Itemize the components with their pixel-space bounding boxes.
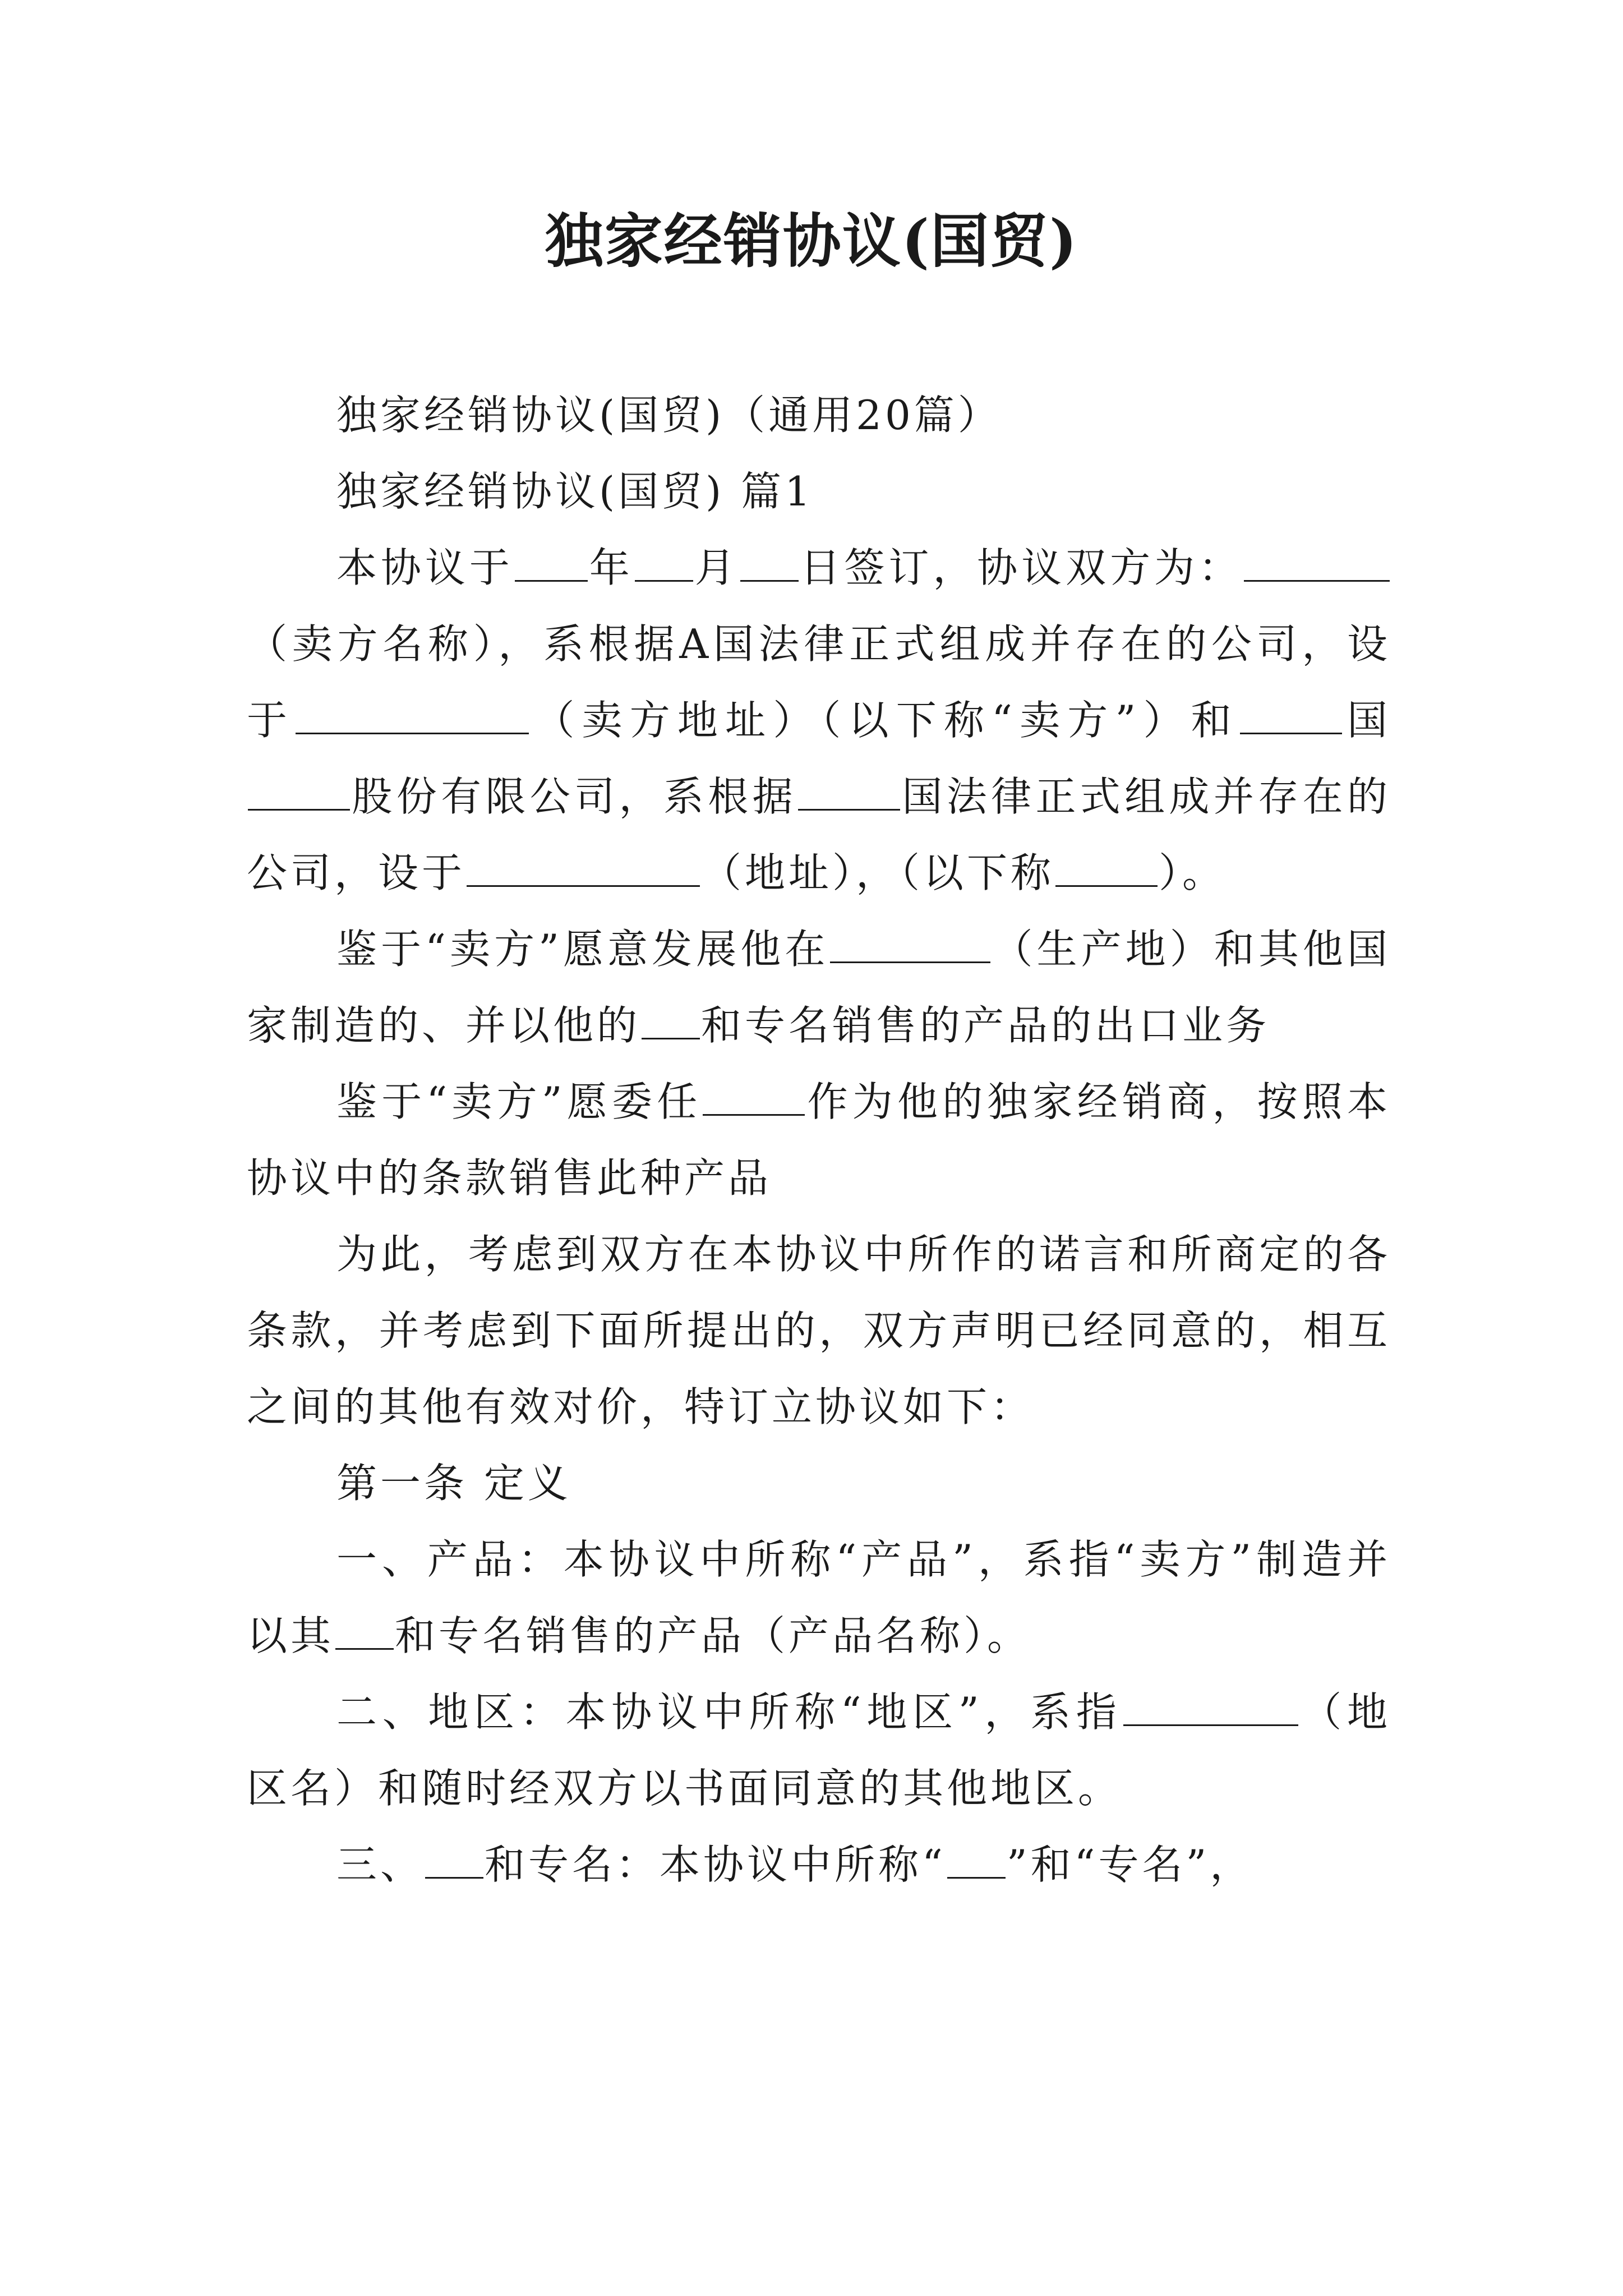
- fill-in-blank: [296, 696, 529, 734]
- paragraph-text: ”和“专名”，: [1006, 1841, 1254, 1888]
- fill-in-blank: [798, 772, 900, 811]
- paragraph-text: 年: [588, 544, 634, 591]
- paragraph-text: （卖方名称），系根据A国法律正式组成并存在的公司，设于: [247, 620, 1391, 744]
- paragraph-text: 和专名销售的产品（产品名称）。: [395, 1612, 1031, 1659]
- fill-in-blank: [1244, 543, 1390, 582]
- paragraph: [247, 377, 1391, 453]
- paragraph: [247, 453, 1391, 530]
- paragraph-text: 本协议于: [336, 544, 514, 591]
- fill-in-blank: [467, 848, 700, 887]
- paragraph-text: （地区名）和随时经双方以书面同意的其他地区。: [247, 1688, 1391, 1812]
- paragraph: [247, 911, 1391, 1064]
- paragraph-text: 鉴于“卖方”愿意发展他在: [336, 926, 829, 973]
- paragraph: [247, 1521, 1391, 1674]
- paragraph-text: 国法律正式组成并存在的公司，设于: [247, 773, 1391, 896]
- fill-in-blank: [740, 543, 799, 582]
- paragraph-text: （地址），（以下称: [701, 849, 1055, 896]
- fill-in-blank: [1055, 848, 1158, 887]
- paragraph-text: 第一条 定义: [336, 1460, 571, 1507]
- fill-in-blank: [335, 1611, 394, 1650]
- paragraph-text: 二、地区：本协议中所称“地区”，系指: [336, 1688, 1122, 1736]
- paragraph-text: 股份有限公司，系根据: [351, 773, 797, 820]
- paragraph-text: 作为他的独家经销商，按照本协议中的条款销售此种产品: [247, 1078, 1391, 1202]
- paragraph-text: 三、: [336, 1841, 425, 1888]
- paragraph-text: （卖方地址）（以下称“卖方”）和: [530, 697, 1239, 744]
- paragraph: [247, 1216, 1391, 1445]
- fill-in-blank: [1240, 696, 1342, 734]
- fill-in-blank: [635, 543, 693, 582]
- paragraph-text: 为此，考虑到双方在本协议中所作的诺言和所商定的各条款，并考虑到下面所提出的，双方声明已经同意的，相互之间的其他有效对价，特订立协议如下：: [247, 1231, 1391, 1430]
- document-body: [247, 377, 1391, 1903]
- paragraph-text: 日签订，协议双方为：: [799, 544, 1243, 591]
- paragraph-text: 和专名：本协议中所称“: [485, 1841, 946, 1888]
- paragraph: [247, 1826, 1391, 1903]
- paragraph-text: 独家经销协议(国贸)（通用20篇）: [336, 392, 1002, 439]
- paragraph-text: 和专名销售的产品的出口业务: [701, 1002, 1270, 1049]
- paragraph-text: 一、产品：本协议中所称“产品”，系指“卖方”制造并以其: [247, 1536, 1391, 1659]
- paragraph-text: （生产地）和其他国家制造的、并以他的: [247, 926, 1391, 1049]
- paragraph-text: 国: [1343, 697, 1391, 744]
- paragraph-text: ）。: [1159, 849, 1227, 896]
- paragraph: [247, 1674, 1391, 1826]
- paragraph-text: 独家经销协议(国贸) 篇1: [336, 468, 814, 515]
- fill-in-blank: [947, 1840, 1006, 1879]
- paragraph-text: 鉴于“卖方”愿委任: [336, 1078, 702, 1125]
- paragraph: [247, 1064, 1391, 1216]
- paragraph: [247, 530, 1391, 911]
- fill-in-blank: [425, 1840, 483, 1879]
- fill-in-blank: [248, 772, 350, 811]
- fill-in-blank: [1123, 1687, 1298, 1726]
- fill-in-blank: [703, 1077, 805, 1116]
- document-title: 独家经销协议(国贸): [545, 206, 1078, 275]
- fill-in-blank: [830, 924, 990, 963]
- fill-in-blank: [515, 543, 588, 582]
- paragraph: [247, 1445, 1391, 1521]
- paragraph-text: 月: [694, 544, 739, 591]
- fill-in-blank: [642, 1001, 700, 1039]
